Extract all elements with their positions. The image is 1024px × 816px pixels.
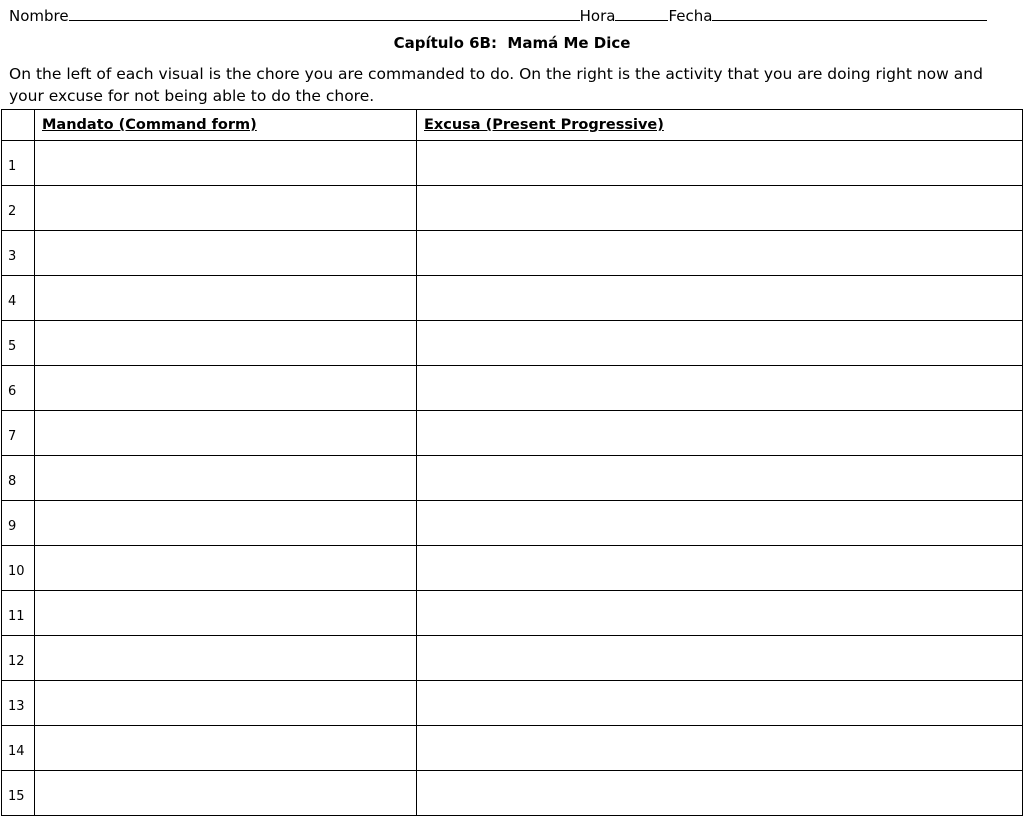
- mandato-answer-cell[interactable]: [35, 501, 417, 546]
- excusa-answer-cell[interactable]: [417, 456, 1023, 501]
- row-number: 9: [8, 519, 17, 534]
- table-row: [2, 681, 1023, 726]
- excusa-answer-cell[interactable]: [417, 771, 1023, 816]
- row-number-cell: [2, 141, 35, 186]
- excusa-answer-cell[interactable]: [417, 231, 1023, 276]
- mandato-answer-cell[interactable]: [35, 276, 417, 321]
- excusa-answer-cell[interactable]: [417, 186, 1023, 231]
- excusa-answer-cell[interactable]: [417, 501, 1023, 546]
- row-number: 7: [8, 429, 17, 444]
- mandato-answer-cell[interactable]: [35, 456, 417, 501]
- table-row: [2, 501, 1023, 546]
- mandato-answer-cell[interactable]: [35, 231, 417, 276]
- row-number: 10: [8, 564, 25, 579]
- row-number-cell: [2, 366, 35, 411]
- row-number-cell: [2, 591, 35, 636]
- row-number-cell: [2, 186, 35, 231]
- row-number: 8: [8, 474, 17, 489]
- row-number-cell: [2, 726, 35, 771]
- mandato-answer-cell[interactable]: [35, 366, 417, 411]
- row-number-cell: [2, 546, 35, 591]
- mandato-answer-cell[interactable]: [35, 546, 417, 591]
- table-row: [2, 546, 1023, 591]
- row-number: 13: [8, 699, 25, 714]
- table-row: [2, 366, 1023, 411]
- hora-blank[interactable]: [615, 3, 668, 21]
- table-row: [2, 411, 1023, 456]
- excusa-answer-cell[interactable]: [417, 726, 1023, 771]
- mandato-answer-cell[interactable]: [35, 591, 417, 636]
- mandato-answer-cell[interactable]: [35, 771, 417, 816]
- excusa-answer-cell[interactable]: [417, 681, 1023, 726]
- row-number: 6: [8, 384, 17, 399]
- table-header-row: [2, 110, 1023, 141]
- column-header-mandato: Mandato (Command form): [35, 110, 417, 141]
- excusa-answer-cell[interactable]: [417, 591, 1023, 636]
- table-row: [2, 636, 1023, 681]
- worksheet-table: [1, 109, 1023, 816]
- row-number: 5: [8, 339, 17, 354]
- table-row: [2, 141, 1023, 186]
- row-number: 4: [8, 294, 17, 309]
- fecha-blank[interactable]: [712, 3, 987, 21]
- hora-label: Hora: [579, 7, 616, 25]
- fecha-label: Fecha: [668, 7, 713, 25]
- mandato-answer-cell[interactable]: [35, 411, 417, 456]
- excusa-answer-cell[interactable]: [417, 366, 1023, 411]
- excusa-answer-cell[interactable]: [417, 411, 1023, 456]
- mandato-answer-cell[interactable]: [35, 186, 417, 231]
- excusa-answer-cell[interactable]: [417, 546, 1023, 591]
- table-row: [2, 276, 1023, 321]
- column-header-number: [2, 110, 35, 141]
- row-number: 14: [8, 744, 25, 759]
- mandato-answer-cell[interactable]: [35, 636, 417, 681]
- row-number: 2: [8, 204, 17, 219]
- table-row: [2, 186, 1023, 231]
- row-number-cell: [2, 276, 35, 321]
- excusa-answer-cell[interactable]: [417, 636, 1023, 681]
- row-number-cell: [2, 321, 35, 366]
- table-row: [2, 231, 1023, 276]
- table-row: [2, 726, 1023, 771]
- row-number: 1: [8, 159, 17, 174]
- excusa-answer-cell[interactable]: [417, 141, 1023, 186]
- table-row: [2, 456, 1023, 501]
- row-number-cell: [2, 771, 35, 816]
- row-number: 11: [8, 609, 25, 624]
- row-number: 3: [8, 249, 17, 264]
- row-number-cell: [2, 231, 35, 276]
- excusa-answer-cell[interactable]: [417, 276, 1023, 321]
- table-row: [2, 591, 1023, 636]
- row-number-cell: [2, 636, 35, 681]
- table-row: [2, 321, 1023, 366]
- mandato-answer-cell[interactable]: [35, 321, 417, 366]
- mandato-answer-cell[interactable]: [35, 141, 417, 186]
- row-number: 15: [8, 789, 25, 804]
- instructions: On the left of each visual is the chore you are commanded to do. On the right is the activity that you are doing right now and your excuse for not being able to do the chore.: [9, 65, 983, 105]
- mandato-answer-cell[interactable]: [35, 726, 417, 771]
- row-number-cell: [2, 411, 35, 456]
- column-header-excusa: Excusa (Present Progressive): [417, 110, 1023, 141]
- row-number: 12: [8, 654, 25, 669]
- row-number-cell: [2, 456, 35, 501]
- table-row: [2, 771, 1023, 816]
- nombre-blank[interactable]: [69, 3, 580, 21]
- nombre-label: Nombre: [9, 7, 69, 25]
- row-number-cell: [2, 501, 35, 546]
- row-number-cell: [2, 681, 35, 726]
- mandato-answer-cell[interactable]: [35, 681, 417, 726]
- excusa-answer-cell[interactable]: [417, 321, 1023, 366]
- page-title: Capítulo 6B: Mamá Me Dice: [393, 34, 631, 52]
- header-fields: [9, 3, 1017, 25]
